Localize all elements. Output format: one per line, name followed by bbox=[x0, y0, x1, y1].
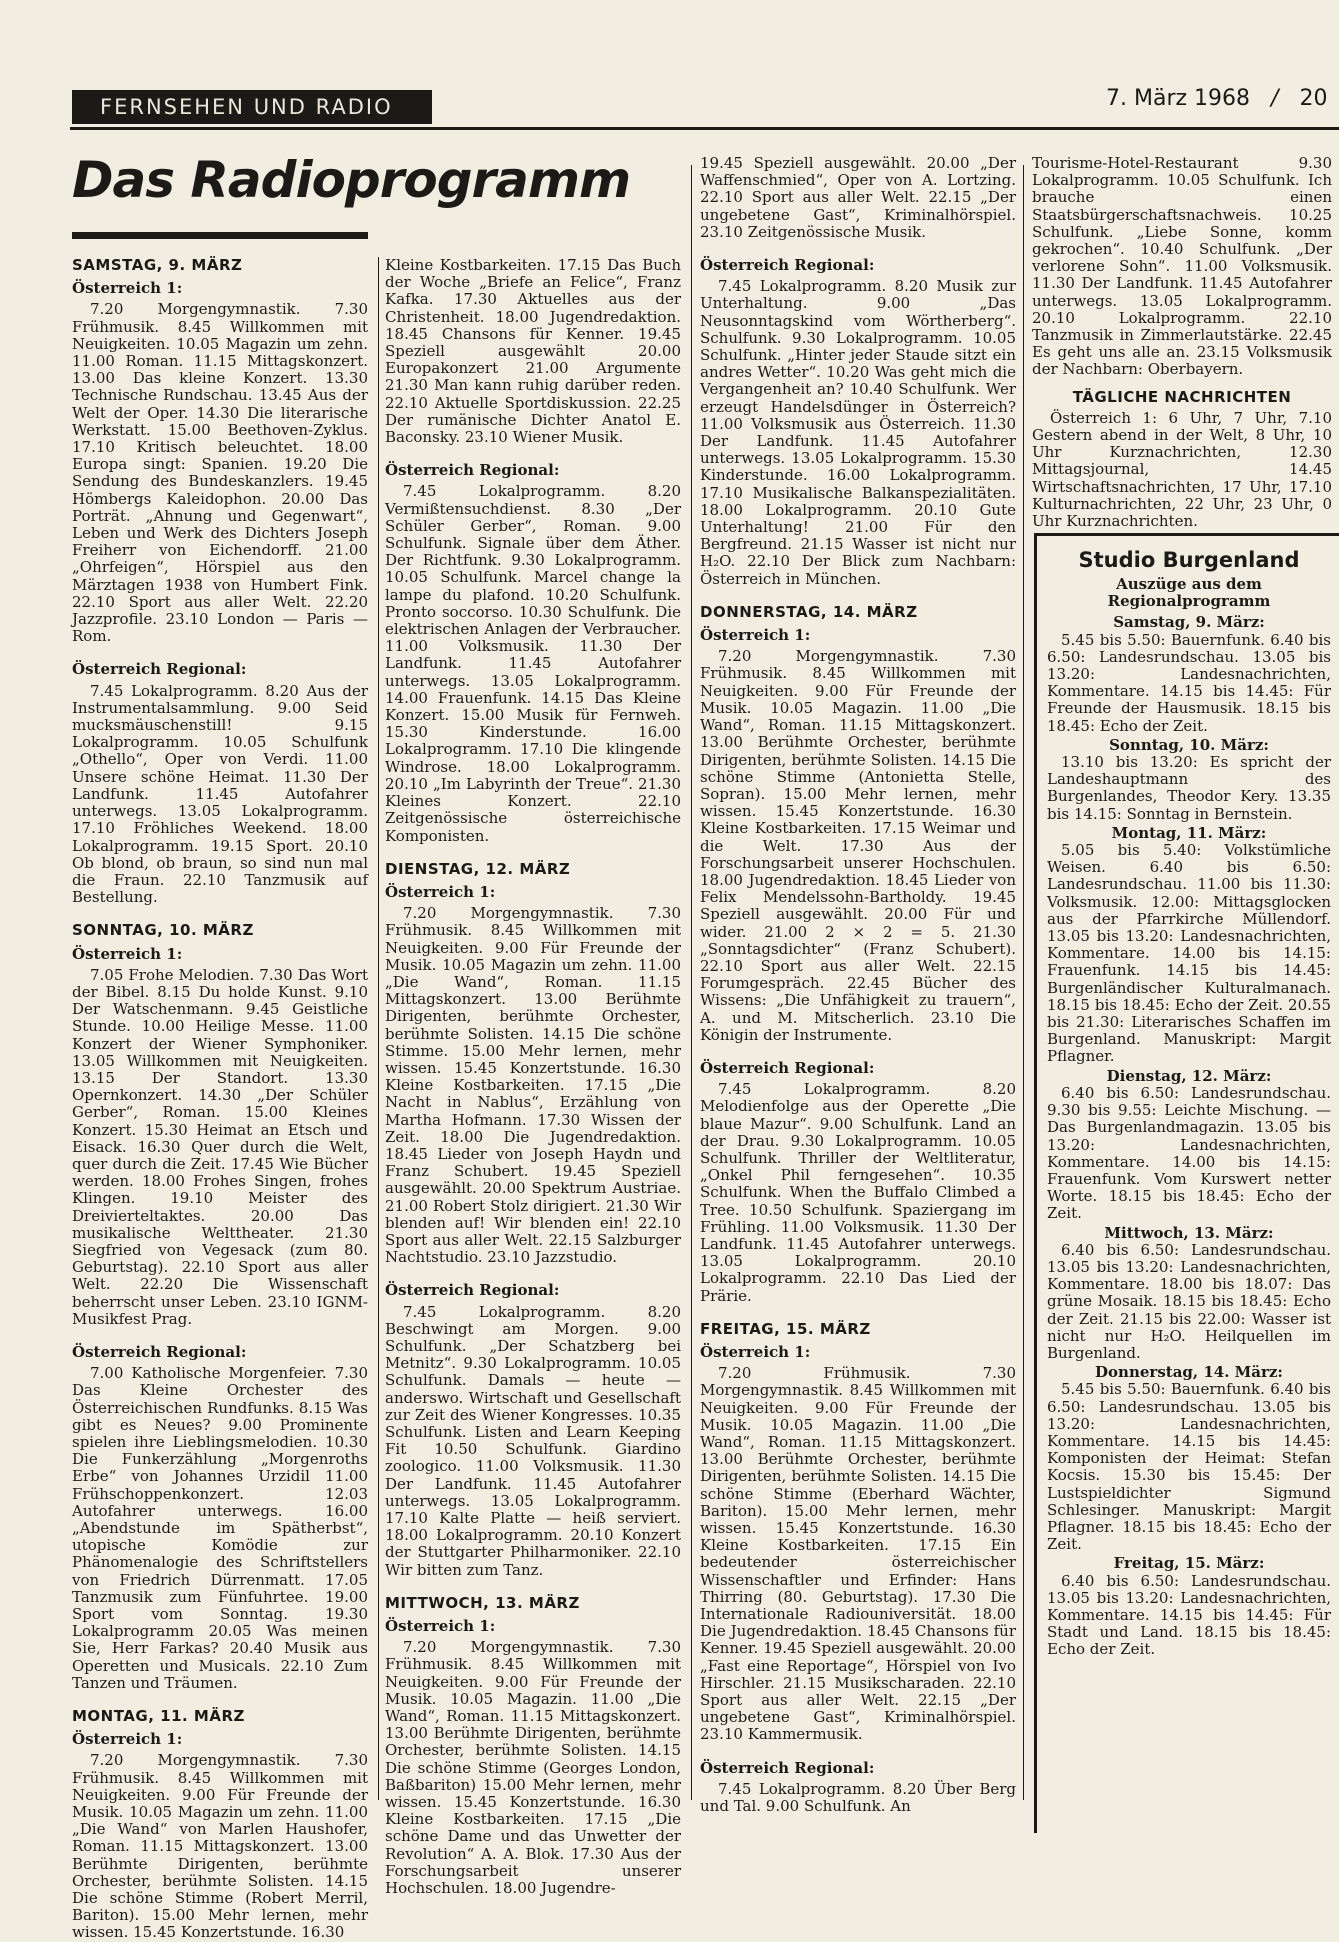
program-text: 7.45 Lokalprogramm. 8.20 Vermißtensuchdienst. 8.30 „Der Schüler Gerber“, Roman. 9.00 Schulfunk. Signale über dem Äther. Der Richtfunk. 9.30 Lokalprogramm. 10.05 Schulfunk. Marcel change la lampe du plafond. 10.20 Schulfunk. Pronto soccorso. 10.30 Schulfunk. Die elektrischen Anlagen der Verbraucher. 11.00 Volksmusik. 11.30 Der Landfunk. 11.45 Autofahrer unterwegs. 13.05 Lokalprogramm. 14.00 Frauenfunk. 14.15 Das Kleine Konzert. 15.00 Musik für Fernweh. 15.30 Kinderstunde. 16.00 Lokalprogramm. 17.10 Die klingende Windrose. 18.00 Lokalprogramm. 20.10 „Im Labyrinth der Treue“. 21.30 Kleines Konzert. 22.10 Zeitgenössische österreichische Komponisten. bbox=[385, 482, 681, 845]
header-rule bbox=[70, 127, 1339, 130]
day-heading: MONTAG, 11. MÄRZ bbox=[72, 1707, 245, 1726]
program-text: 7.00 Katholische Morgenfeier. 7.30 Das Kleine Orchester des Österreichischen Rundfunks. 8.15 Was gibt es Neues? 9.00 Prominente spielen ihre Lieblingsmelodien. 10.30 Die Funkerzählung „Morgenroths Erbe“ von Johannes Urzidil 11.00 Frühschoppenkonzert. 12.03 Autofahrer unterwegs. 16.00 „Abendstunde im Spätherbst“, utopische Komödie zur Phänomenalogie des Schriftstellers von Friedrich Dürrenmatt. 17.05 Tanzmusik zum Fünfuhrtee. 19.00 Sport vom Sonntag. 19.30 Lokalprogramm 20.05 Was meinen Sie, Herr Farkas? 20.40 Musik aus Operetten und Musicals. 22.10 Zum Tanzen und Träumen. bbox=[72, 1364, 368, 1692]
program-text: 7.20 Morgengymnastik. 7.30 Frühmusik. 8.45 Willkommen mit Neuigkeiten. 10.05 Magazin um zehn. 11.00 Roman. 11.15 Mittagskonzert. 13.00 Das kleine Konzert. 13.30 Technische Rundschau. 13.45 Aus der Welt der Oper. 14.30 Die literarische Werkstatt. 15.00 Beethoven-Zyklus. 17.10 Kritisch beleuchtet. 18.00 Europa singt: Spanien. 19.20 Die Sendung des Bundeskanzlers. 19.45 Hömbergs Kaleidophon. 20.00 Das Porträt. „Ahnung und Gegenwart“, Leben und Werk des Dichters Joseph Freiherr von Eichendorff. 21.00 „Ohrfeigen“, Hörspiel aus den Märztagen 1938 von Humbert Fink. 22.10 Sport aus aller Welt. 22.20 Jazzprofile. 23.10 London — Paris — Rom. bbox=[72, 300, 368, 646]
section-label: FERNSEHEN UND RADIO bbox=[72, 90, 432, 124]
station-heading: Österreich Regional: bbox=[72, 660, 247, 679]
station-heading: Österreich 1: bbox=[72, 279, 183, 298]
program-text: Kleine Kostbarkeiten. 17.15 Das Buch der Woche „Briefe an Felice“, Franz Kafka. 17.30 Aktuelles aus der Christenheit. 18.00 Jugendredaktion. 18.45 Chansons für Kenner. 19.45 Speziell ausgewählt 20.00 Europakonzert 21.00 Argumente 21.30 Man kann ruhig darüber reden. 22.10 Aktuelle Sportdiskussion. 22.25 Der rumänische Dichter Anatol E. Baconsky. 23.10 Wiener Musik. bbox=[385, 256, 681, 447]
program-text: Tourisme-Hotel-Restaurant 9.30 Lokalprogramm. 10.05 Schulfunk. Ich brauche einen Staatsbürgerschaftsnachweis. 10.25 Schulfunk. „Liebe Sonne, komm gekrochen“. 10.40 Schulfunk. „Der verlorene Sohn“. 11.00 Volksmusik. 11.30 Der Landfunk. 11.45 Autofahrer unterwegs. 13.05 Lokalprogramm. 20.10 Lokalprogramm. 22.10 Tanzmusik in Zimmerlautstärke. 22.45 Es geht uns alle an. 23.15 Volksmusik der Nachbarn: Oberbayern. bbox=[1032, 154, 1332, 379]
box-day-heading: Dienstag, 12. März: bbox=[1106, 1066, 1272, 1085]
box-text: 13.10 bis 13.20: Es spricht der Landeshauptmann des Burgenlandes, Theodor Kery. 13.35 bis 14.15: Sonntag in Bernstein. bbox=[1047, 753, 1331, 823]
title-rule bbox=[72, 232, 368, 239]
box-subtitle: Auszüge aus dem Regionalprogramm bbox=[1107, 575, 1271, 611]
news-heading: TÄGLICHE NACHRICHTEN bbox=[1072, 387, 1292, 406]
program-text: 7.20 Morgengymnastik. 7.30 Frühmusik. 8.45 Willkommen mit Neuigkeiten. 9.00 Für Freunde der Musik. 10.05 Magazin um zehn. 11.00 „Die Wand“ von Marlen Haushofer, Roman. 11.15 Mittagskonzert. 13.00 Berühmte Dirigenten, berühmte Orchester, berühmte Solisten. 14.15 Die schöne Stimme (Robert Merril, Bariton). 15.00 Mehr lernen, mehr wissen. 15.45 Konzertstunde. 16.30 bbox=[72, 1751, 368, 1942]
program-text: 7.45 Lokalprogramm. 8.20 Über Berg und Tal. 9.00 Schulfunk. An bbox=[700, 1779, 1016, 1816]
station-heading: Österreich 1: bbox=[72, 944, 183, 963]
column-2 bbox=[385, 256, 681, 1898]
box-text: 6.40 bis 6.50: Landesrundschau. 13.05 bis 13.20: Landesnachrichten, Kommentare. 14.15 bis 14.45: Für Stadt und Land. 18.15 bis 18.45: Echo der Zeit. bbox=[1047, 1571, 1331, 1659]
box-day-heading: Sonntag, 10. März: bbox=[1109, 735, 1269, 754]
station-heading: Österreich Regional: bbox=[700, 1058, 875, 1077]
station-heading: Österreich 1: bbox=[72, 1730, 183, 1749]
column-divider bbox=[1023, 165, 1024, 1800]
day-heading: DIENSTAG, 12. MÄRZ bbox=[385, 859, 571, 878]
day-heading: SONNTAG, 10. MÄRZ bbox=[72, 921, 254, 940]
news-text: Österreich 1: 6 Uhr, 7 Uhr, 7.10 Gestern abend in der Welt, 8 Uhr, 10 Uhr Kurznachrichten, 12.30 Mittagsjournal, 14.45 Wirtschaftsnachrichten, 17 Uhr, 17.10 Kulturnachrichten, 22 Uhr, 23 Uhr, 0 Uhr Kurznachrichten. bbox=[1032, 408, 1332, 531]
day-heading: DONNERSTAG, 14. MÄRZ bbox=[700, 602, 918, 621]
column-1 bbox=[72, 256, 368, 1942]
column-3 bbox=[700, 154, 1016, 1816]
box-day-heading: Donnerstag, 14. März: bbox=[1095, 1363, 1283, 1382]
column-divider bbox=[691, 165, 692, 1800]
station-heading: Österreich Regional: bbox=[385, 1281, 560, 1300]
day-heading: SAMSTAG, 9. MÄRZ bbox=[72, 256, 243, 274]
station-heading: Österreich Regional: bbox=[72, 1342, 247, 1361]
program-text: 7.20 Morgengymnastik. 7.30 Frühmusik. 8.45 Willkommen mit Neuigkeiten. 9.00 Für Freunde der Musik. 10.05 Magazin. 11.00 „Die Wand“, Roman. 11.15 Mittagskonzert. 13.00 Berühmte Orchester, berühmte Dirigenten, berühmte Solisten. 14.15 Die schöne Stimme (Antonietta Stelle, Sopran). 15.00 Mehr lernen, mehr wissen. 15.45 Konzertstunde. 16.30 Kleine Kostbarkeiten. 17.15 Weimar und die Welt. 17.30 Aus der Forschungsarbeit unserer Hochschulen. 18.00 Jugendredaktion. 18.45 Lieder von Felix Mendelssohn-Bartholdy. 19.45 Speziell ausgewählt. 20.00 Für und wider. 21.00 2 × 2 = 5. 21.30 „Sonntagsdichter“ (Franz Schubert). 22.10 Sport aus aller Welt. 22.15 Forumgespräch. 22.45 Bücher des Wissens: „Die Unfähigkeit zu trauern“, A. und M. Mitscherlich. 23.10 Die Königin der Instrumente. bbox=[700, 647, 1016, 1044]
day-heading: FREITAG, 15. MÄRZ bbox=[700, 1319, 871, 1338]
station-heading: Österreich Regional: bbox=[700, 1758, 875, 1777]
program-text: 7.45 Lokalprogramm. 8.20 Beschwingt am Morgen. 9.00 Schulfunk. „Der Schatzberg bei Metnitz“. 9.30 Lokalprogramm. 10.05 Schulfunk. Damals — heute — anderswo. Wirtschaft und Gesellschaft zur Zeit des Wiener Kongresses. 10.35 Schulfunk. Listen and Learn Keeping Fit 10.50 Schulfunk. Giardino zoologico. 11.00 Volksmusik. 11.30 Der Landfunk. 11.45 Autofahrer unterwegs. 13.05 Lokalprogramm. 17.10 Kalte Platte — heiß serviert. 18.00 Lokalprogramm. 20.10 Konzert der Stuttgarter Philharmoniker. 22.10 Wir bitten zum Tanz. bbox=[385, 1302, 681, 1579]
station-heading: Österreich 1: bbox=[385, 1617, 496, 1636]
program-text: 7.20 Frühmusik. 7.30 Morgengymnastik. 8.45 Willkommen mit Neuigkeiten. 9.00 Für Freunde der Musik. 10.05 Magazin. 11.00 „Die Wand“, Roman. 11.15 Mittagskonzert. 13.00 Berühmte Orchester, berühmte Dirigenten, berühmte Solisten. 14.15 Die schöne Stimme (Eberhard Wächter, Bariton). 15.00 Mehr lernen, mehr wissen. 15.45 Konzertstunde. 16.30 Kleine Kostbarkeiten. 17.15 Ein bedeutender österreichischer Wissenschaftler und Erfinder: Hans Thirring (80. Geburtstag). 17.30 Die Internationale Radiouniversität. 18.00 Die Jugendredaktion. 18.45 Chansons für Kenner. 19.45 Speziell ausgewählt. 20.00 „Fast eine Reportage“, Hörspiel von Ivo Hirschler. 21.15 Musikscharaden. 22.10 Sport aus aller Welt. 22.15 „Der ungebetene Gast“, Kriminalhörspiel. 23.10 Kammermusik. bbox=[700, 1364, 1016, 1744]
program-text: 7.45 Lokalprogramm. 8.20 Melodienfolge aus der Operette „Die blaue Mazur“. 9.00 Schulfunk. Land an der Drau. 9.30 Lokalprogramm. 10.05 Schulfunk. Thriller der Weltliteratur, „Onkel Phil ferngesehen“. 10.35 Schulfunk. When the Buffalo Climbed a Tree. 10.50 Schulfunk. Spaziergang im Frühling. 11.00 Volksmusik. 11.30 Der Landfunk. 11.45 Autofahrer unterwegs. 13.05 Lokalprogramm. 20.10 Lokalprogramm. 22.10 Das Lied der Prärie. bbox=[700, 1080, 1016, 1305]
box-day-heading: Freitag, 15. März: bbox=[1113, 1554, 1265, 1573]
studio-burgenland-box bbox=[1034, 533, 1339, 1833]
page-number: 20 bbox=[1299, 86, 1328, 111]
page-title: Das Radioprogramm bbox=[72, 151, 631, 209]
program-text: 7.20 Morgengymnastik. 7.30 Frühmusik. 8.45 Willkommen mit Neuigkeiten. 9.00 Für Freunde der Musik. 10.05 Magazin um zehn. 11.00 „Die Wand“, Roman. 11.15 Mittagskonzert. 13.00 Berühmte Dirigenten, berühmte Orchester, berühmte Solisten. 14.15 Die schöne Stimme. 15.00 Mehr lernen, mehr wissen. 15.45 Konzertstunde. 16.30 Kleine Kostbarkeiten. 17.15 „Die Nacht in Nablus“, Erzählung von Martha Hofmann. 17.30 Wissen der Zeit. 18.00 Die Jugendredaktion. 18.45 Lieder von Joseph Haydn und Franz Schubert. 19.45 Speziell ausgewählt. 20.00 Spektrum Austriae. 21.00 Robert Stolz dirigiert. 21.30 Wir blenden auf! Wir blenden ein! 22.10 Sport aus aller Welt. 22.15 Salzburger Nachtstudio. 23.10 Jazzstudio. bbox=[385, 904, 681, 1267]
box-text: 5.45 bis 5.50: Bauernfunk. 6.40 bis 6.50: Landesrundschau. 13.05 bis 13.20: Landesnachrichten, Kommentare. 14.15 bis 14.45: Für Freunde der Hausmusik. 18.15 bis 18.45: Echo der Zeit. bbox=[1047, 630, 1331, 735]
box-day-heading: Montag, 11. März: bbox=[1111, 823, 1267, 842]
box-day-heading: Samstag, 9. März: bbox=[1113, 613, 1265, 632]
box-text: 5.05 bis 5.40: Volkstümliche Weisen. 6.40 bis 6.50: Landesrundschau. 11.00 bis 11.30: Volksmusik. 12.00: Mittagsglocken aus der Pfarrkirche Müllendorf. 13.05 bis 13.20: Landesnachrichten, Kommentare. 14.00 bis 14.15: Frauenfunk. 14.15 bis 14.45: Burgenländischer Kulturalmanach. 18.15 bis 18.45: Echo der Zeit. 20.55 bis 21.30: Literarisches Schaffen im Burgenland. Manuskript: Margit Pflagner. bbox=[1047, 841, 1331, 1066]
station-heading: Österreich Regional: bbox=[385, 461, 560, 480]
program-text: 19.45 Speziell ausgewählt. 20.00 „Der Waffenschmied“, Oper von A. Lortzing. 22.10 Sport aus aller Welt. 22.15 „Der ungebetene Gast“, Kriminalhörspiel. 23.10 Zeitgenössische Musik. bbox=[700, 154, 1016, 241]
station-heading: Österreich 1: bbox=[700, 1343, 811, 1361]
box-text: 6.40 bis 6.50: Landesrundschau. 13.05 bis 13.20: Landesnachrichten, Kommentare. 18.00 bis 18.07: Das grüne Mosaik. 18.15 bis 18.45: Echo der Zeit. 21.15 bis 22.00: Wasser ist nicht nur H₂O. Heilquellen im Burgenland. bbox=[1047, 1240, 1331, 1362]
column-4 bbox=[1032, 154, 1332, 531]
program-text: 7.45 Lokalprogramm. 8.20 Musik zur Unterhaltung. 9.00 „Das Neusonntagskind vom Wörtherberg“. Schulfunk. 9.30 Lokalprogramm. 10.05 Schulfunk. „Hinter jeder Staude sitzt ein andres Wetter“. 10.20 Was geht mich die Vergangenheit an? 10.40 Schulfunk. Wer erzeugt Handelsdünger in Österreich? 11.00 Volksmusik aus Österreich. 11.30 Der Landfunk. 11.45 Autofahrer unterwegs. 13.05 Lokalprogramm. 15.30 Kinderstunde. 16.00 Lokalprogramm. 17.10 Musikalische Balkanspezialitäten. 18.00 Lokalprogramm. 20.10 Gute Unterhaltung! 21.00 Für den Bergfreund. 21.15 Wasser ist nicht nur H₂O. 22.10 Der Blick zum Nachbarn: Österreich in München. bbox=[700, 277, 1016, 588]
box-text: 5.45 bis 5.50: Bauernfunk. 6.40 bis 6.50: Landesrundschau. 13.05 bis 13.20: Landesnachrichten, Kommentare. 14.15 bis 14.45: Komponisten der Heimat: Stefan Kocsis. 15.30 bis 15.45: Der Lustspieldichter Sigmund Schlesinger. Manuskript: Margit Pflagner. 18.15 bis 18.45: Echo der Zeit. bbox=[1047, 1380, 1331, 1554]
program-text: 7.20 Morgengymnastik. 7.30 Frühmusik. 8.45 Willkommen mit Neuigkeiten. 9.00 Für Freunde der Musik. 10.05 Magazin. 11.00 „Die Wand“, Roman. 11.15 Mittagskonzert. 13.00 Berühmte Dirigenten, berühmte Orchester, berühmte Solisten. 14.15 Die schöne Stimme (Georges London, Baßbariton) 15.00 Mehr lernen, mehr wissen. 15.45 Konzertstunde. 16.30 Kleine Kostbarkeiten. 17.15 „Die schöne Dame und das Unwetter der Revolution“ A. A. Blok. 17.30 Aus der Forschungsarbeit unserer Hochschulen. 18.00 Jugendre- bbox=[385, 1638, 681, 1898]
issue-date: 7. März 1968 bbox=[1106, 86, 1251, 111]
date-line: 7. März 1968 / 20 bbox=[1106, 86, 1328, 111]
column-divider bbox=[378, 257, 379, 1800]
station-heading: Österreich 1: bbox=[385, 882, 496, 901]
station-heading: Österreich Regional: bbox=[700, 256, 875, 275]
program-text: 7.05 Frohe Melodien. 7.30 Das Wort der Bibel. 8.15 Du holde Kunst. 9.10 Der Watschenmann. 9.45 Geistliche Stunde. 10.00 Heilige Messe. 11.00 Konzert der Wiener Symphoniker. 13.05 Willkommen mit Neuigkeiten. 13.15 Der Standort. 13.30 Opernkonzert. 14.30 „Der Schüler Gerber“, Roman. 15.00 Kleines Konzert. 15.30 Heimat an Etsch und Eisack. 16.30 Quer durch die Welt, quer durch die Zeit. 17.45 Wie Bücher werden. 18.00 Frohes Singen, frohes Klingen. 19.10 Meister des Dreivierteltaktes. 20.00 Das musikalische Welttheater. 21.30 Siegfried von Vegesack (zum 80. Geburtstag). 22.10 Sport aus aller Welt. 22.20 Die Wissenschaft beherrscht unser Leben. 23.10 IGNM-Musikfest Prag. bbox=[72, 965, 368, 1328]
box-text: 6.40 bis 6.50: Landesrundschau. 9.30 bis 9.55: Leichte Mischung. — Das Burgenlandmagazin. 13.05 bis 13.20: Landesnachrichten, Kommentare. 14.00 bis 14.15: Frauenfunk. Vom Kurswert netter Worte. 18.15 bis 18.45: Echo der Zeit. bbox=[1047, 1083, 1331, 1223]
program-text: 7.45 Lokalprogramm. 8.20 Aus der Instrumentalsammlung. 9.00 Seid mucksmäuschenstill! 9.15 Lokalprogramm. 10.05 Schulfunk „Othello“, Oper von Verdi. 11.00 Unsere schöne Heimat. 11.30 Der Landfunk. 11.45 Autofahrer unterwegs. 13.05 Lokalprogramm. 17.10 Fröhliches Weekend. 18.00 Lokalprogramm. 19.15 Sport. 20.10 Ob blond, ob braun, so sind nun mal die Fraun. 22.10 Tanzmusik auf Bestellung. bbox=[72, 681, 368, 907]
day-heading: MITTWOCH, 13. MÄRZ bbox=[385, 1593, 580, 1612]
box-day-heading: Mittwoch, 13. März: bbox=[1104, 1223, 1274, 1242]
station-heading: Österreich 1: bbox=[700, 626, 811, 645]
box-title: Studio Burgenland bbox=[1078, 548, 1300, 572]
